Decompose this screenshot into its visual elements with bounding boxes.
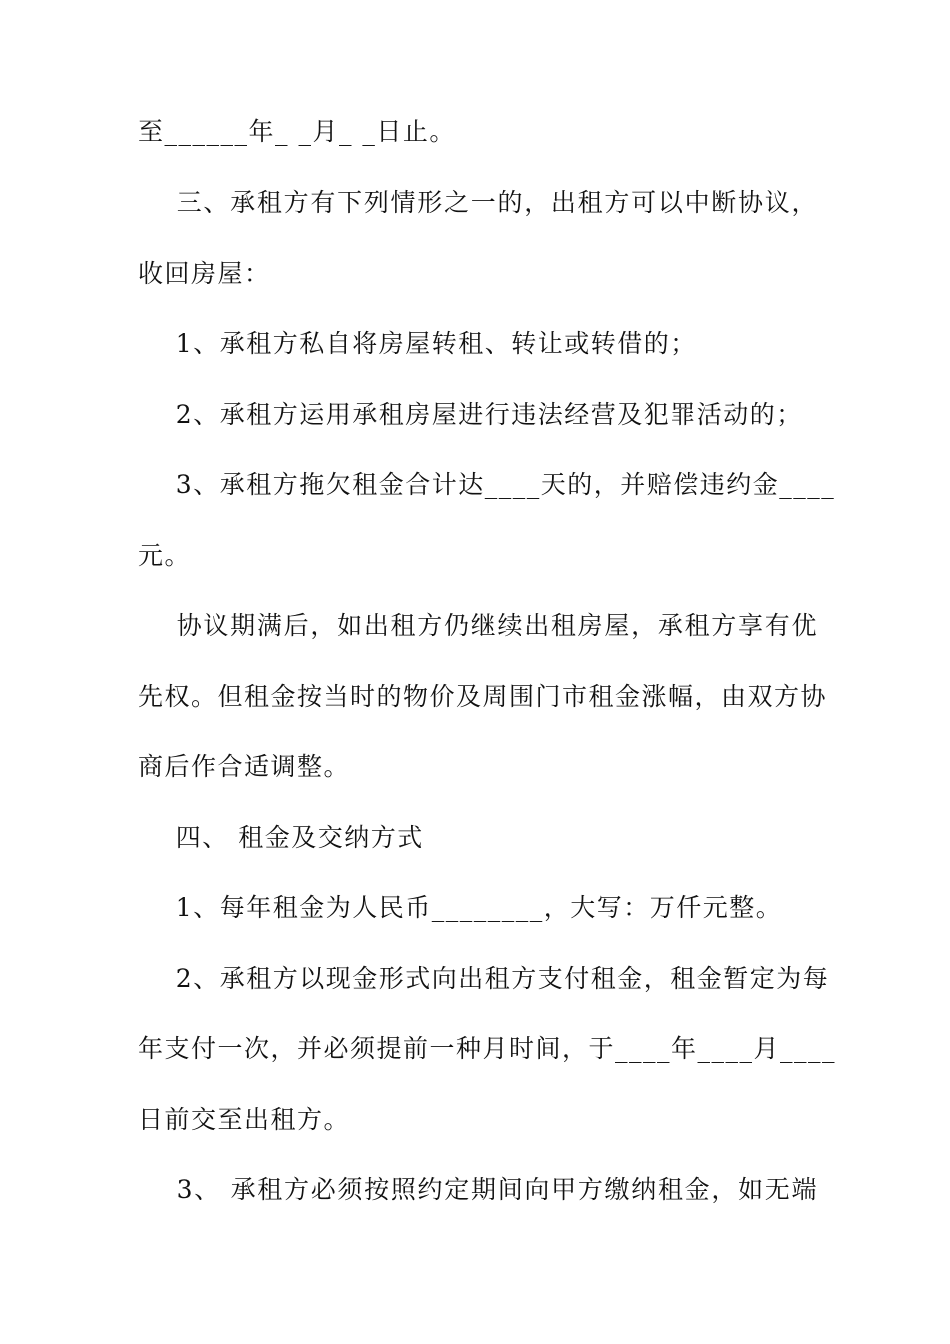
text-line: 协议期满后，如出租方仍继续出租房屋，承租方享有优: [138, 611, 818, 640]
text-line: 收回房屋：: [138, 259, 271, 288]
text-line: 元。: [138, 541, 192, 570]
text-line: 2、承租方以现金形式向出租方支付租金，租金暂定为每: [138, 964, 830, 993]
text-line: 至______年_ _月_ _日止。: [138, 117, 456, 146]
text-line: 先权。但租金按当时的物价及周围门市租金涨幅，由双方协: [138, 682, 828, 711]
section-heading: 四、 租金及交纳方式: [138, 823, 424, 852]
text-line: 1、每年租金为人民币________，大写：万仟元整。: [138, 893, 783, 922]
text-line: 1、承租方私自将房屋转租、转让或转借的；: [138, 329, 697, 358]
text-line: 日前交至出租方。: [138, 1105, 351, 1134]
text-line: 2、承租方运用承租房屋进行违法经营及犯罪活动的；: [138, 400, 803, 429]
text-line: 三、承租方有下列情形之一的，出租方可以中断协议，: [138, 188, 818, 217]
text-line: 3、 承租方必须按照约定期间向甲方缴纳租金，如无端: [138, 1175, 818, 1204]
text-line: 3、承租方拖欠租金合计达____天的，并赔偿违约金____: [138, 470, 836, 499]
text-line: 商后作合适调整。: [138, 752, 351, 781]
text-line: 年支付一次，并必须提前一种月时间，于____年____月____: [138, 1034, 837, 1063]
